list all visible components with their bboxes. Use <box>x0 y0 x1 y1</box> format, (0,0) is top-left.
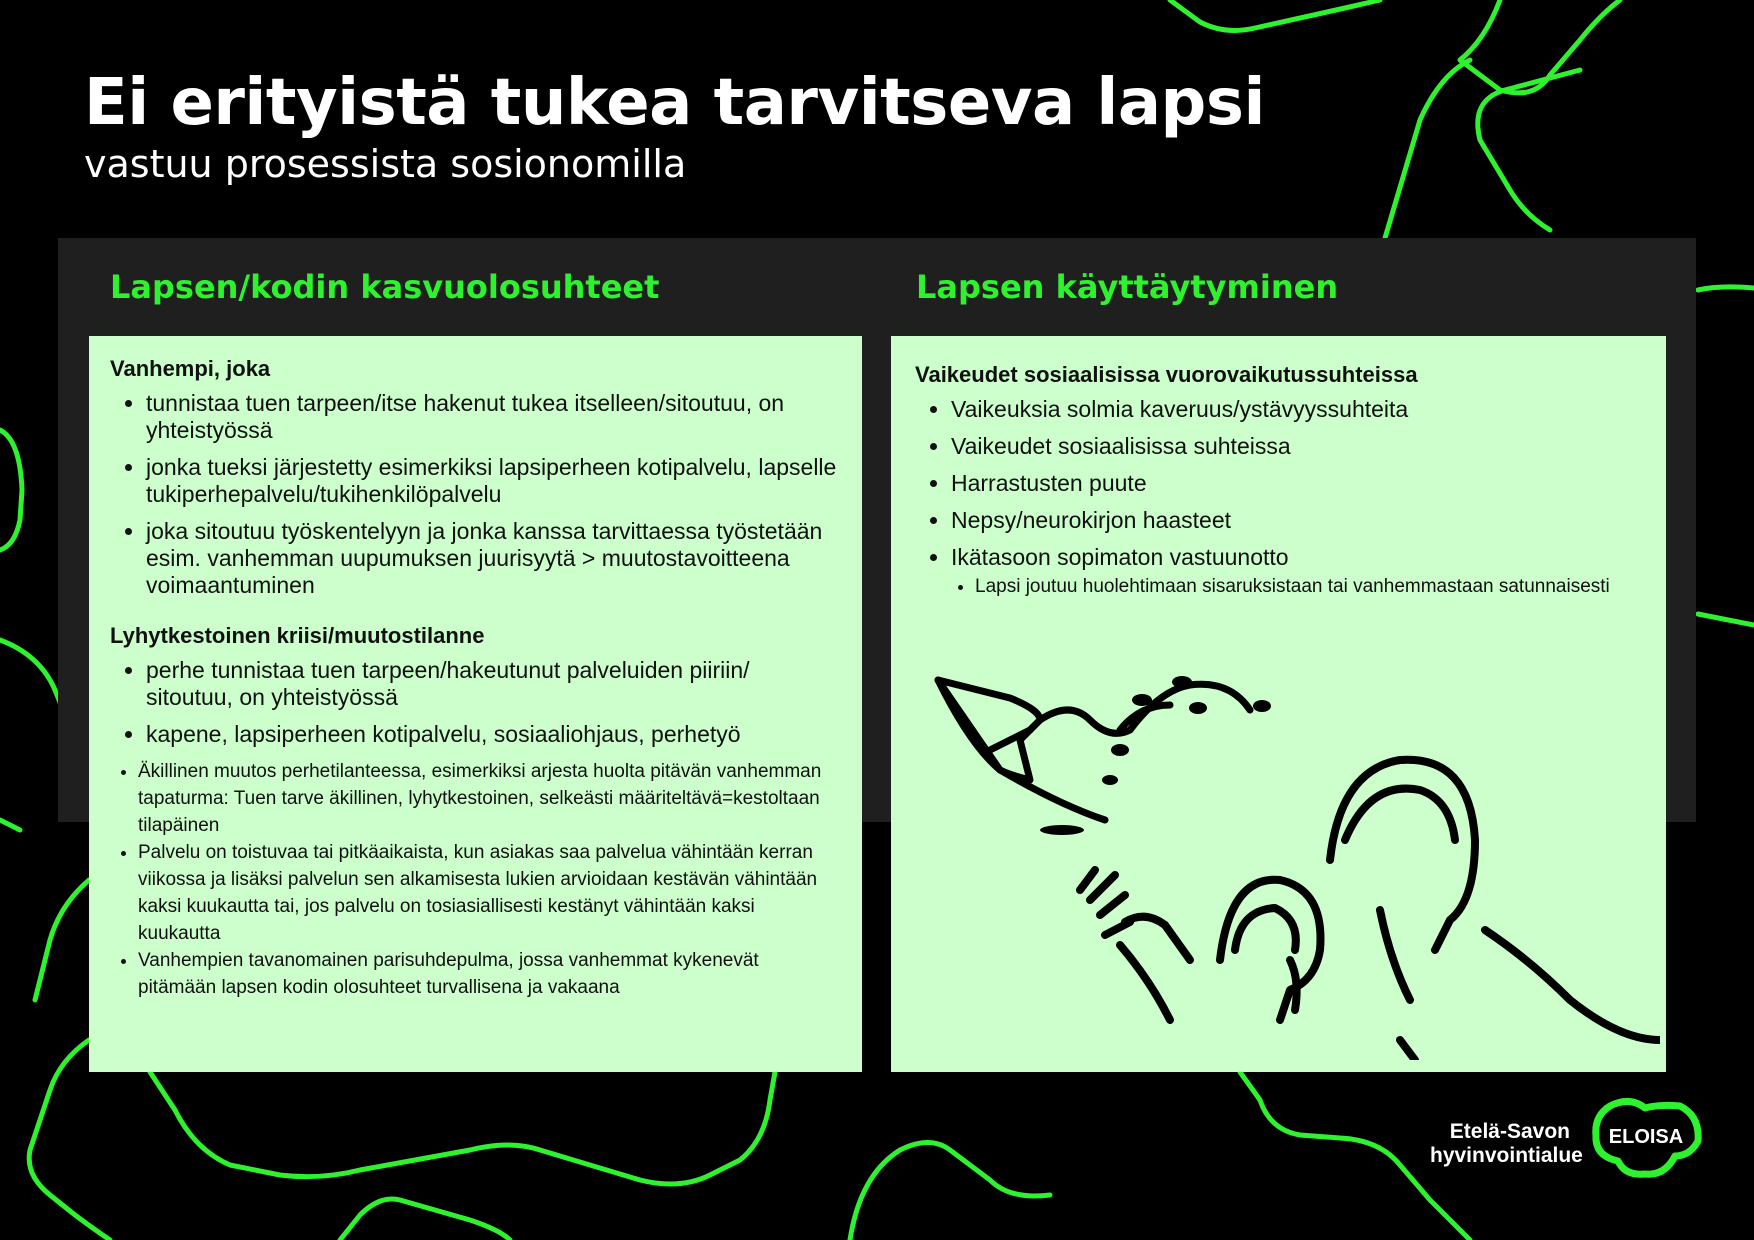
note-item: • Äkillinen muutos perhetilanteessa, esimerkiksi arjesta huolta pitävän vanhemman tapaturma: Tuen tarve äkillinen, lyhytkestoinen, selkeästi määriteltävä=kestoltaan tilapäinen <box>138 758 838 839</box>
left-card <box>89 336 862 1072</box>
kite-children-illustration <box>930 660 1660 1060</box>
crisis-list <box>110 657 838 748</box>
behaviour-list <box>915 396 1642 600</box>
group-label-social: Vaikeudet sosiaalisissa vuorovaikutussuhteissa <box>915 362 1418 387</box>
list-item: • kapene, lapsiperheen kotipalvelu, sosiaaliohjaus, perhetyö <box>146 721 838 748</box>
list-item: • jonka tueksi järjestetty esimerkiksi lapsiperheen kotipalvelu, lapselle tukiperhepalvelu/tukihenkilöpalvelu <box>146 454 838 508</box>
list-item: • Vaikeudet sosiaalisissa suhteissa <box>951 433 1642 460</box>
page-subtitle: vastuu prosessista sosionomilla <box>84 142 687 187</box>
logo-line1: Etelä-Savon <box>1449 1120 1570 1143</box>
list-item: • tunnistaa tuen tarpeen/itse hakenut tukea itselleen/sitoutuu, on yhteistyössä <box>146 390 838 444</box>
sub-list <box>951 573 1642 600</box>
list-item: • joka sitoutuu työskentelyyn ja jonka kanssa tarvittaessa työstetään esim. vanhemman uupumuksen juurisyytä > muutostavoitteena voimaantuminen <box>146 518 838 599</box>
right-heading: Lapsen käyttäytyminen <box>916 268 1339 306</box>
notes-list <box>110 758 838 1001</box>
sub-item: • Lapsi joutuu huolehtimaan sisaruksistaan tai vanhemmastaan satunnaisesti <box>975 573 1642 600</box>
list-item: • Nepsy/neurokirjon haasteet <box>951 507 1642 534</box>
list-item: • perhe tunnistaa tuen tarpeen/hakeutunut palveluiden piiriin/ sitoutuu, on yhteistyössä <box>146 657 838 711</box>
eloisa-logo <box>1590 1096 1702 1180</box>
list-item: • Harrastusten puute <box>951 470 1642 497</box>
group-label-parent: Vanhempi, joka <box>110 356 271 381</box>
left-heading: Lapsen/kodin kasvuolosuhteet <box>110 268 660 306</box>
parent-list <box>110 390 838 599</box>
note-item: • Vanhempien tavanomainen parisuhdepulma, jossa vanhemmat kykenevät pitämään lapsen kodin olosuhteet turvallisena ja vakaana <box>138 947 838 1001</box>
group-label-crisis: Lyhytkestoinen kriisi/muutostilanne <box>110 623 485 648</box>
note-item: • Palvelu on toistuvaa tai pitkäaikaista, kun asiakas saa palvelua vähintään kerran viikossa ja lisäksi palvelun sen alkamisesta lukien arvioidaan kestävän vähintään kaksi kuukautta tai, jos palvelu on tosiasiallisesti kestänyt vähintään kaksi kuukautta <box>138 839 838 947</box>
list-item <box>951 544 1642 600</box>
logo-brand: ELOISA <box>1608 1126 1684 1148</box>
header <box>84 68 1265 186</box>
logo-text <box>1430 1120 1583 1168</box>
list-item: • Vaikeuksia solmia kaveruus/ystävyyssuhteita <box>951 396 1642 423</box>
list-item-text: Ikätasoon sopimaton vastuunotto <box>951 544 1289 570</box>
page-title: Ei erityistä tukea tarvitseva lapsi <box>84 66 1265 140</box>
logo-line2: hyvinvointialue <box>1430 1144 1583 1167</box>
